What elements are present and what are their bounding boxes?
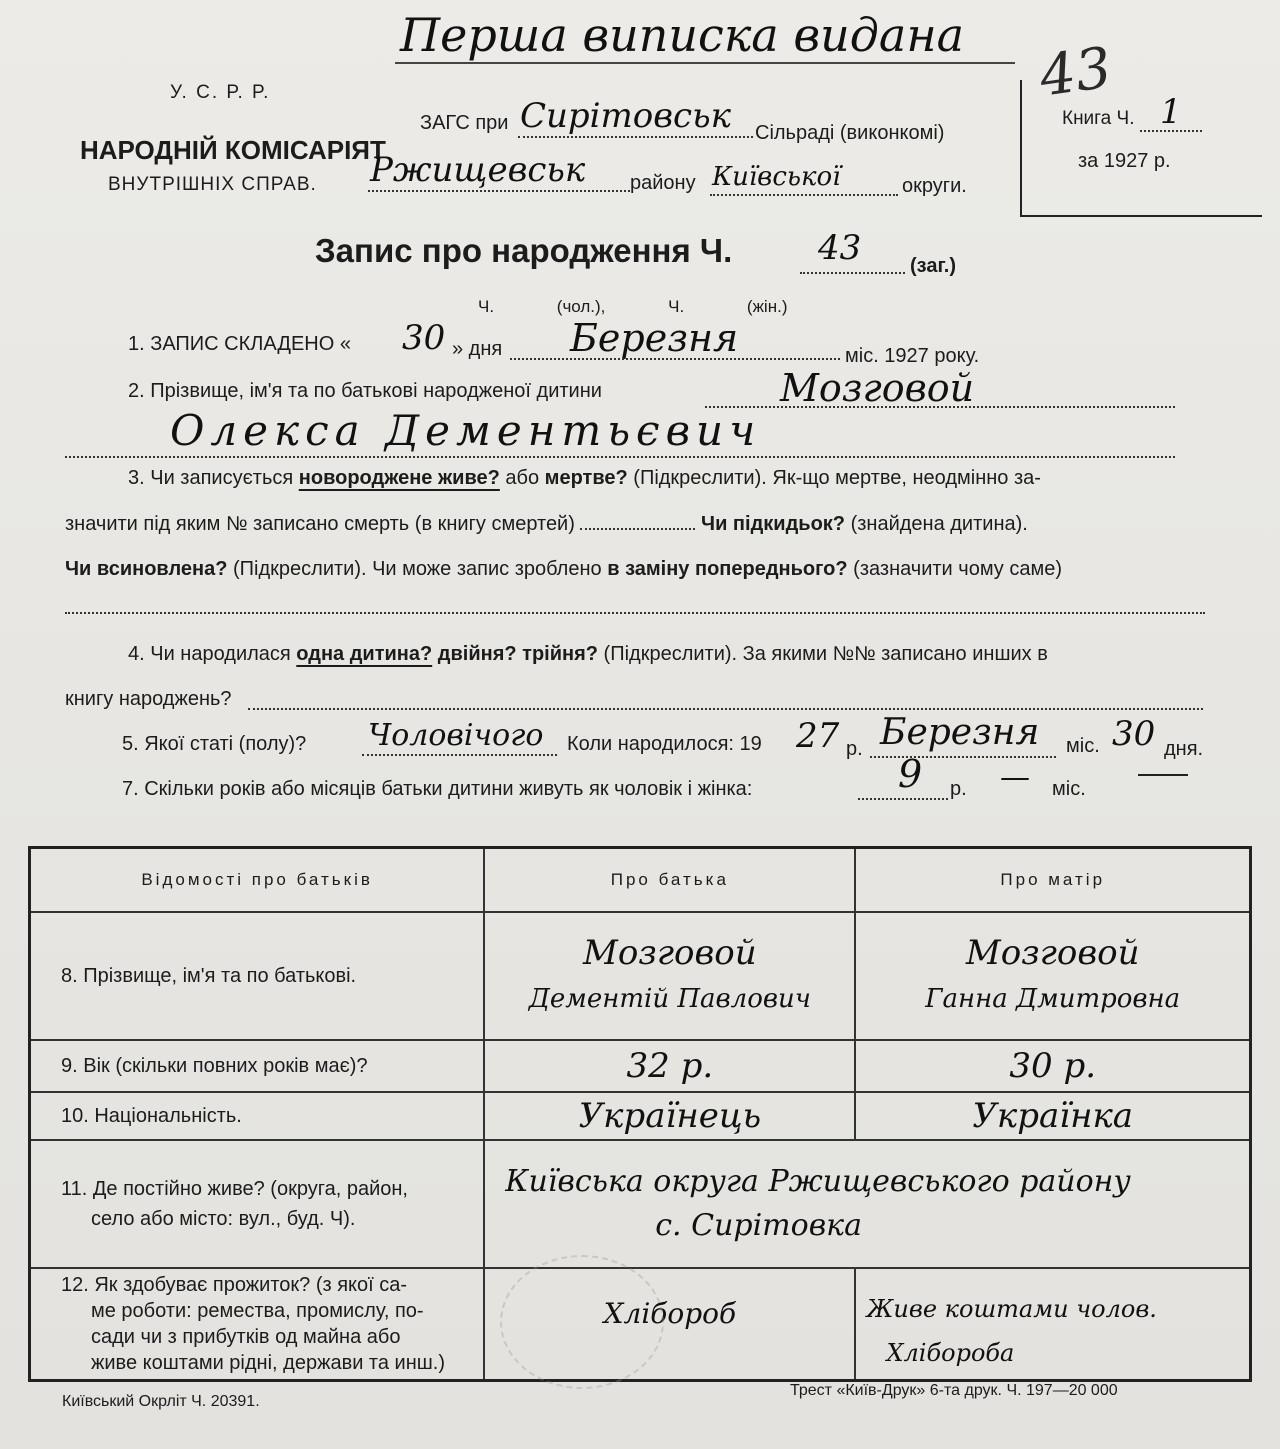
- mother-name: Ганна Дмитровна: [925, 984, 1181, 1014]
- row12-label-line3: сади чи з прибутків од майна або: [91, 1326, 401, 1348]
- item3-line2: [65, 513, 1028, 536]
- child-name: Олекса Дементьєвич: [170, 406, 762, 455]
- father-age: 32 р.: [484, 1040, 855, 1092]
- residence-line1: Київська округа Ржищевського району: [505, 1164, 1131, 1199]
- header-info: Відомості про батьків: [30, 848, 485, 913]
- mother-fullname: [855, 912, 1250, 1040]
- item4-twins: двійня? трійня?: [437, 643, 598, 665]
- father-nationality: Українець: [484, 1092, 855, 1140]
- item3-replace-text: (Підкреслити). Чи може запис зроблено: [233, 558, 602, 580]
- table-row: [30, 1040, 1251, 1092]
- record-number: 43: [818, 228, 862, 268]
- item2-label: 2. Прізвище, ім'я та по батькові народженої дитини: [128, 380, 602, 402]
- item2-dots: [705, 406, 1175, 408]
- item3-line1: [128, 467, 1041, 490]
- header-mother: Про матір: [855, 848, 1250, 913]
- row9-label: 9. Вік (скільки повних років має)?: [30, 1040, 485, 1092]
- zags-village: Сирітовськ: [520, 96, 731, 136]
- year-label: за 1927 р.: [1078, 150, 1171, 172]
- item4-text: 4. Чи народилася: [128, 643, 291, 665]
- book-dots: [1140, 130, 1202, 132]
- item5-mis: міс.: [1066, 735, 1100, 757]
- item7-label: 7. Скільки років або місяців батьки дитини живуть як чоловік і жінка:: [122, 778, 753, 800]
- okruha-dots: [710, 194, 898, 196]
- mother-occupation-line2: Хлібороба: [886, 1339, 1015, 1367]
- row12-label-line4: живе коштами рідні, держави та инш.): [91, 1352, 446, 1374]
- row12-label: [30, 1268, 485, 1381]
- item3-reason: (зазначити чому саме): [853, 558, 1063, 580]
- item1-mid: » дня: [452, 338, 503, 360]
- marriage-months: —: [1000, 760, 1030, 795]
- table-row: [30, 912, 1251, 1040]
- item4-single: одна дитина?: [296, 643, 433, 665]
- item7-dash: [1138, 774, 1188, 776]
- note-underline: [395, 62, 1015, 64]
- item4-dots: [248, 708, 1203, 710]
- item3-instruction: (Підкреслити). Як-що мертве, неодмінно за-: [633, 467, 1041, 489]
- okruha-value: Київської: [712, 162, 841, 192]
- ussr-label: У. С. Р. Р.: [170, 82, 271, 103]
- table-row: [30, 1140, 1251, 1268]
- table-header-row: [30, 848, 1251, 913]
- item4-line2: книгу народжень?: [65, 688, 232, 710]
- margin-number: 43: [1035, 35, 1116, 110]
- item1-day: 30: [402, 318, 446, 358]
- item3-text: 3. Чи записується: [128, 467, 294, 489]
- item5-label: 5. Якої статі (полу)?: [122, 733, 307, 755]
- marriage-years: 9: [898, 752, 923, 796]
- footer-right: Трест «Київ-Друк» 6-та друк. Ч. 197—20 000: [790, 1382, 1118, 1399]
- zags-dots: [518, 134, 753, 138]
- row11-label: [30, 1140, 485, 1268]
- item3-or: або: [505, 467, 540, 489]
- item1-dots: [510, 358, 840, 360]
- department-label: ВНУТРІШНІХ СПРАВ.: [108, 174, 317, 195]
- item4-instruction: (Підкреслити). За якими №№ записано инших в: [603, 643, 1048, 665]
- mother-occupation: [855, 1268, 1250, 1381]
- item2-name-dots: [65, 456, 1175, 458]
- handwritten-note: Перша виписка видана: [400, 8, 965, 62]
- item3-adopted: Чи всиновлена?: [65, 558, 228, 580]
- item7-mis: міс.: [1052, 778, 1086, 800]
- item5-sex-dots: [362, 754, 557, 756]
- item3-found-child: (знайдена дитина).: [850, 513, 1028, 535]
- item3-replace: в заміну попереднього?: [607, 558, 848, 580]
- mother-occupation-line1: Живе коштами чолов.: [866, 1295, 1157, 1323]
- row12-label-line1: 12. Як здобуває прожиток? (з якої са-: [61, 1274, 408, 1296]
- table-row: [30, 1092, 1251, 1140]
- item3-dead: мертве?: [544, 467, 628, 489]
- birth-day: 30: [1112, 714, 1156, 754]
- item5-dnya: дня.: [1164, 738, 1204, 760]
- mother-age: 30 р.: [855, 1040, 1250, 1092]
- row11-label-line2: село або місто: вул., буд. Ч).: [91, 1208, 356, 1230]
- item1-prefix: 1. ЗАПИС СКЛАДЕНО «: [128, 333, 351, 355]
- residence-line2: с. Сирітовка: [655, 1208, 862, 1243]
- father-fullname: [484, 912, 855, 1040]
- row12-label-line2: ме роботи: ремества, промислу, по-: [91, 1300, 424, 1322]
- father-occupation: Хлібороб: [484, 1268, 855, 1381]
- zags-suffix: Сільраді (виконкомі): [755, 122, 945, 144]
- book-label: Книга Ч.: [1062, 108, 1135, 129]
- item3-death-text: значити під яким № записано смерть (в книгу смертей): [65, 513, 575, 535]
- item7-r: р.: [950, 778, 967, 800]
- district-dots: [368, 190, 630, 192]
- birth-year: 27: [796, 716, 840, 756]
- item7-years-dots: [858, 798, 948, 800]
- district-value: Ржищевськ: [370, 150, 586, 190]
- father-name: Дементій Павлович: [528, 984, 811, 1014]
- item3-line3: [65, 558, 1062, 581]
- residence: [484, 1140, 1250, 1268]
- item4-line1: [128, 643, 1048, 666]
- record-title: Запис про народження Ч.: [315, 232, 733, 269]
- item5-r: р.: [846, 738, 863, 760]
- record-subtitle: Ч. (чол.), Ч. (жін.): [478, 297, 788, 316]
- row10-label: 10. Національність.: [30, 1092, 485, 1140]
- header-father: Про батька: [484, 848, 855, 913]
- father-surname: Мозговой: [583, 933, 757, 973]
- okruha-label: округи.: [902, 175, 967, 197]
- item5-when: Коли народилося: 19: [567, 733, 762, 755]
- zags-prefix: ЗАГС при: [420, 112, 509, 134]
- mother-surname: Мозговой: [965, 933, 1140, 973]
- book-number: 1: [1160, 92, 1182, 132]
- item3-alive: новороджене живе?: [298, 467, 500, 489]
- record-suffix: (заг.): [910, 255, 957, 277]
- item3-dots: [65, 612, 1205, 614]
- row8-label: 8. Прізвище, ім'я та по батькові.: [30, 912, 485, 1040]
- record-number-dots: [800, 272, 905, 274]
- footer-left: Київський Окрліт Ч. 20391.: [62, 1393, 260, 1410]
- row11-label-line1: 11. Де постійно живе? (округа, район,: [61, 1178, 408, 1200]
- district-label: району: [630, 172, 696, 194]
- faded-stamp: [500, 1255, 664, 1389]
- item3-foundling: Чи підкидьок?: [701, 513, 846, 535]
- child-surname: Мозговой: [780, 366, 975, 410]
- item1-suffix: міс. 1927 року.: [845, 345, 980, 367]
- mother-nationality: Українка: [855, 1092, 1250, 1140]
- birth-month: Березня: [880, 712, 1040, 753]
- commissariat-label: НАРОДНІЙ КОМІСАРІЯТ: [80, 135, 386, 165]
- child-sex: Чоловічого: [368, 718, 544, 753]
- item1-month: Березня: [570, 316, 739, 360]
